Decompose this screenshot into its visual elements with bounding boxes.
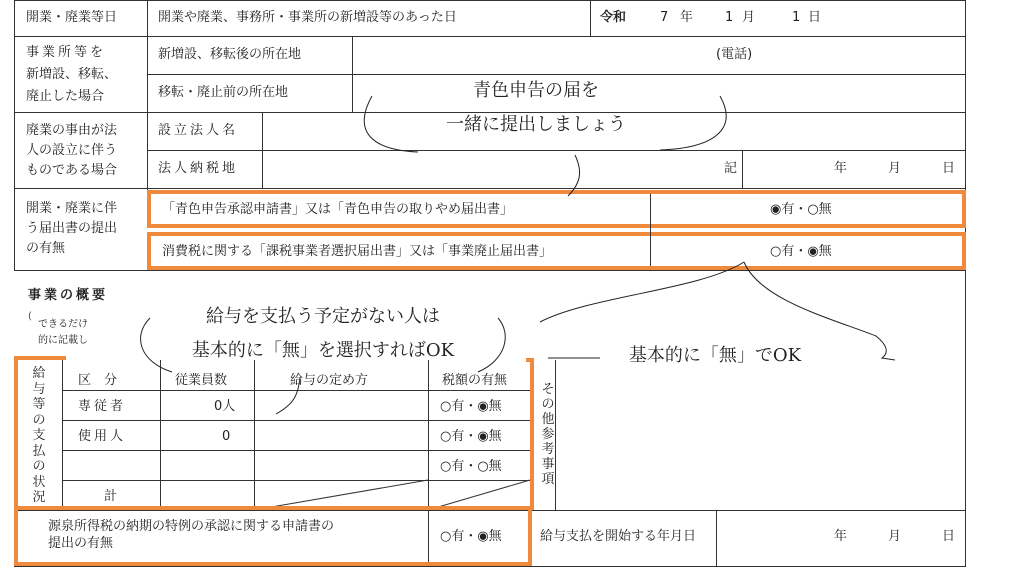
special-approval-label-line2: 提出の有無 — [48, 536, 114, 551]
salary-start-day-unit: 日 — [942, 529, 956, 544]
salary-label-char: 等 — [32, 397, 46, 412]
special-approval-label-line1: 源泉所得税の納期の特例の承認に関する申請書の — [48, 519, 335, 534]
row-employee-label: 使用人 — [78, 429, 127, 444]
corp-label-line2: 人の設立に伴う — [26, 143, 118, 158]
consumption-tax-callout-text: 基本的に「無」でOK — [628, 345, 802, 366]
office-label-line3: 廃止した場合 — [26, 89, 105, 104]
business-note-line2: 的に記載し — [38, 335, 88, 346]
row-family-employee-count[interactable]: 0人 — [214, 399, 236, 414]
corp-label-line1: 廃業の事由が法 — [26, 123, 118, 138]
other-label-char: そ — [541, 382, 555, 397]
tax-place-label: 法人納税地 — [158, 161, 239, 176]
row-employee-count[interactable]: 0 — [222, 429, 231, 444]
other-label-char: 考 — [541, 442, 555, 457]
corp-month-unit: 月 — [888, 161, 902, 176]
row-total-label: 計 — [104, 489, 118, 504]
salary-label-char: 支 — [32, 428, 46, 443]
forms-label-line1: 開業・廃業に伴 — [26, 201, 118, 216]
corp-day-unit: 日 — [942, 161, 956, 176]
salary-label-char: の — [32, 459, 46, 474]
business-note-bracket: ( — [28, 311, 32, 322]
row-family-employee-choice[interactable]: ○有・◉無 — [440, 399, 502, 414]
other-label-char: 参 — [541, 427, 555, 442]
blue-return-form-label: 「青色申告承認申請書」又は「青色申告の取りやめ届出書」 — [162, 202, 514, 217]
phone-label: (電話) — [716, 47, 753, 62]
open-year[interactable]: 7 — [660, 10, 669, 25]
blue-return-callout-line1: 青色申告の届を — [473, 80, 599, 101]
column-tax-flag: 税額の有無 — [442, 373, 508, 388]
other-label-char: 事 — [541, 457, 555, 472]
office-label-line2: 新増設、移転、 — [26, 67, 118, 82]
row-family-employee-label: 専従者 — [78, 399, 127, 414]
corp-year-unit: 年 — [834, 161, 848, 176]
salary-label-char: の — [32, 412, 46, 428]
registration-label: 記 — [724, 161, 738, 176]
open-date-desc: 開業や廃業、事務所・事業所の新増設等のあった日 — [158, 10, 457, 25]
column-salary-method: 給与の定め方 — [290, 373, 369, 388]
salary-start-label: 給与支払を開始する年月日 — [540, 529, 697, 544]
salary-label-char: 状 — [32, 474, 46, 490]
column-kubun: 区 分 — [78, 373, 118, 388]
business-summary-label: 事業の概要 — [28, 288, 109, 303]
salary-right-highlight — [526, 358, 534, 510]
salary-callout — [142, 300, 504, 372]
salary-callout-line1: 給与を支払う予定がない人は — [206, 306, 440, 327]
open-day[interactable]: 1 — [792, 10, 801, 25]
open-month[interactable]: 1 — [725, 10, 734, 25]
other-notes-vertical-label — [539, 382, 557, 487]
grid-line — [650, 194, 651, 266]
open-date-label: 開業・廃業等日 — [26, 10, 118, 25]
salary-callout-line2: 基本的に「無」を選択すればOK — [191, 340, 455, 361]
month-unit: 月 — [742, 10, 756, 25]
era-label: 令和 — [600, 10, 627, 25]
other-label-char: の — [541, 397, 555, 412]
column-employee-count: 従業員数 — [175, 373, 228, 388]
salary-start-month-unit: 月 — [888, 529, 902, 544]
other-label-char: 項 — [541, 472, 555, 487]
new-location-label: 新増設、移転後の所在地 — [158, 47, 302, 62]
forms-label-line3: の有無 — [26, 241, 66, 256]
corp-label-line3: ものである場合 — [26, 163, 118, 178]
salary-label-char: 給 — [32, 366, 46, 381]
row-blank-choice[interactable]: ○有・○無 — [440, 459, 502, 474]
blue-return-callout — [356, 74, 716, 150]
old-location-label: 移転・廃止前の所在地 — [158, 85, 289, 100]
salary-label-char: 払 — [32, 443, 46, 459]
other-label-char: 他 — [541, 412, 555, 427]
salary-vertical-label — [30, 366, 48, 506]
consumption-tax-choice[interactable]: ○有・◉無 — [770, 244, 832, 259]
salary-start-year-unit: 年 — [834, 529, 848, 544]
office-label-line1: 事業所等を — [26, 45, 107, 60]
consumption-tax-callout — [600, 339, 830, 373]
salary-label-char: 与 — [32, 381, 46, 397]
salary-label-char: 況 — [32, 490, 46, 505]
blue-return-choice[interactable]: ◉有・○無 — [770, 202, 832, 217]
consumption-tax-form-label: 消費税に関する「課税事業者選択届出書」又は「事業廃止届出書」 — [162, 244, 553, 259]
business-note-line1: できるだけ — [38, 319, 88, 330]
year-unit: 年 — [680, 10, 694, 25]
special-approval-choice[interactable]: ○有・◉無 — [440, 529, 502, 544]
blue-return-callout-line2: 一緒に提出しましょう — [446, 114, 626, 135]
corp-name-label: 設立法人名 — [158, 123, 239, 138]
day-unit: 日 — [808, 10, 822, 25]
row-employee-choice[interactable]: ○有・◉無 — [440, 429, 502, 444]
forms-label-line2: う届出書の提出 — [26, 221, 118, 236]
